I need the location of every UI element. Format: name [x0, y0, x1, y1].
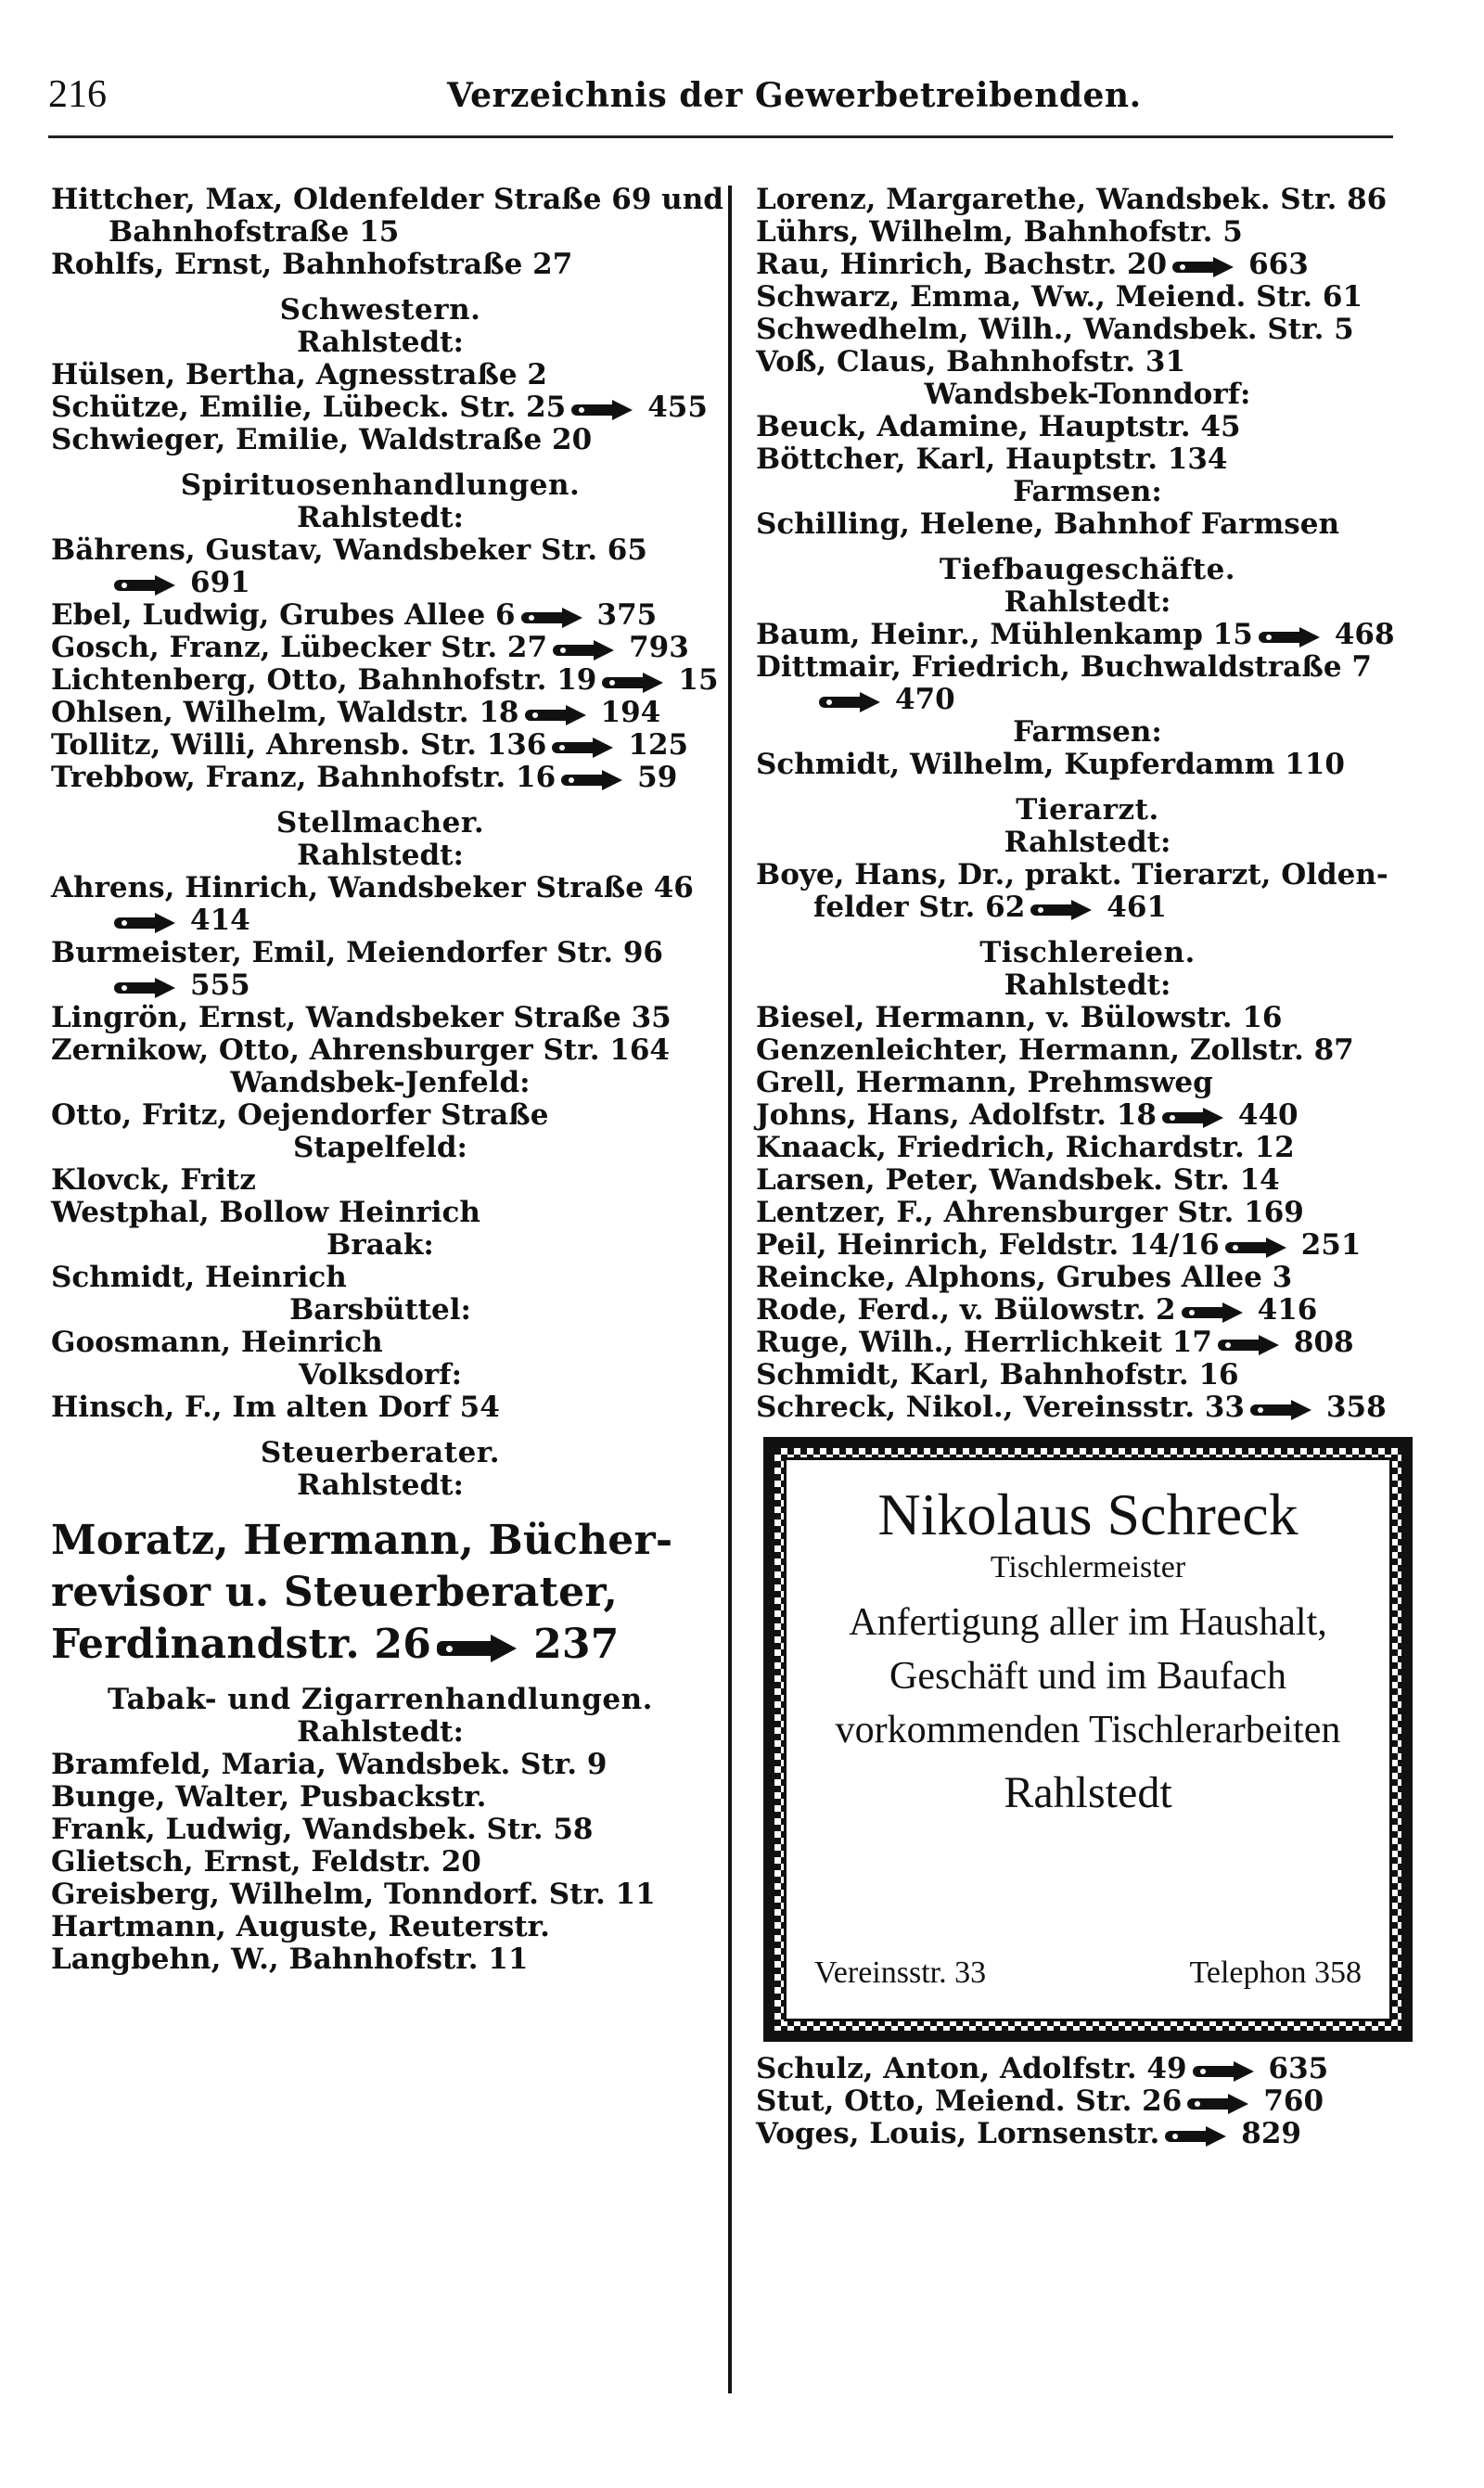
directory-entry — [756, 508, 1419, 541]
telephone-icon — [553, 639, 621, 660]
directory-entry — [756, 443, 1419, 476]
entry-text: revisor u. Steuerberater, — [51, 1569, 619, 1616]
section-heading — [51, 294, 710, 327]
directory-entry — [756, 314, 1419, 346]
directory-entry — [51, 697, 710, 729]
telephone-icon — [1218, 1334, 1286, 1354]
directory-entry — [756, 1164, 1419, 1197]
directory-entry — [51, 1002, 710, 1034]
directory-entry — [756, 684, 1419, 716]
location-heading — [756, 378, 1419, 411]
featured-entry — [51, 1515, 710, 1567]
entry-text: Rahlstedt: — [297, 1468, 464, 1502]
entry-text: Schwieger, Emilie, Waldstraße 20 — [51, 423, 593, 456]
directory-entry — [756, 1132, 1419, 1164]
telephone-icon — [525, 704, 594, 725]
directory-entry — [756, 281, 1419, 314]
location-heading — [51, 1359, 710, 1391]
telephone-icon — [1182, 1302, 1250, 1322]
ad-footer — [814, 1956, 1362, 1991]
directory-entry — [756, 2118, 1419, 2150]
location-heading — [51, 1716, 710, 1749]
location-heading — [756, 476, 1419, 508]
directory-entry — [756, 1197, 1419, 1229]
location-heading — [51, 502, 710, 534]
entry-text: Trebbow, Franz, Bahnhofstr. 16 — [51, 761, 556, 794]
directory-entry — [756, 1262, 1419, 1294]
phone-number: 375 — [596, 598, 658, 632]
phone-number: 468 — [1334, 618, 1395, 651]
entry-text: Rahlstedt: — [297, 326, 464, 359]
entry-text: Tischlereien. — [979, 936, 1196, 969]
telephone-icon — [1172, 256, 1241, 276]
directory-entry — [51, 1327, 710, 1359]
directory-entry — [756, 184, 1419, 216]
location-heading — [51, 327, 710, 359]
entry-text: Zernikow, Otto, Ahrensburger Str. 164 — [51, 1033, 670, 1067]
directory-entry — [51, 567, 710, 599]
entry-text: Barsbüttel: — [289, 1293, 471, 1327]
entry-text: Lorenz, Margarethe, Wandsbek. Str. 86 — [756, 183, 1388, 216]
phone-number: 555 — [190, 968, 250, 1002]
telephone-icon — [114, 912, 183, 932]
phone-number: 691 — [190, 566, 250, 599]
entry-text: Ahrens, Hinrich, Wandsbeker Straße 46 — [51, 871, 694, 904]
entry-text: Glietsch, Ernst, Feldstr. 20 — [51, 1845, 481, 1879]
entry-text: Steuerberater. — [260, 1436, 501, 1469]
ad-body — [784, 1457, 1392, 2021]
phone-number: 59 — [637, 761, 678, 794]
location-heading — [51, 840, 710, 872]
directory-entry — [51, 872, 710, 904]
entry-text: Rau, Hinrich, Bachstr. 20 — [756, 248, 1168, 281]
ad-place: Rahlstedt — [1004, 1768, 1172, 1817]
directory-entry — [51, 216, 710, 249]
telephone-icon — [602, 672, 671, 692]
advertisement-box — [763, 1437, 1413, 2042]
entry-text: Tiefbaugeschäfte. — [939, 553, 1236, 586]
entry-text: Otto, Fritz, Oejendorfer Straße — [51, 1098, 549, 1132]
entry-text: Schilling, Helene, Bahnhof Farmsen — [756, 507, 1340, 541]
ad-title: Tischlermeister — [990, 1550, 1186, 1584]
directory-entry — [51, 632, 710, 664]
entry-text: Langbehn, W., Bahnhofstr. 11 — [51, 1943, 529, 1976]
ad-description: Anfertigung aller im Haushalt, Geschäft und im Baufach vorkommenden Tischlerarbeiten — [835, 1601, 1341, 1751]
directory-entry — [51, 937, 710, 969]
entry-text: Voß, Claus, Bahnhofstr. 31 — [756, 345, 1186, 378]
entry-text: Voges, Louis, Lornsenstr. — [756, 2117, 1160, 2150]
phone-number: 15 — [678, 663, 719, 697]
entry-text: Burmeister, Emil, Meiendorfer Str. 96 — [51, 936, 663, 969]
entry-text: Rahlstedt: — [297, 839, 464, 872]
directory-entry — [51, 1781, 710, 1814]
phone-number: 416 — [1257, 1293, 1318, 1327]
entry-text: Genzenleichter, Hermann, Zollstr. 87 — [756, 1033, 1354, 1067]
entry-text: Johns, Hans, Adolfstr. 18 — [756, 1098, 1157, 1132]
running-title: Verzeichnis der Gewerbetreibenden. — [447, 76, 1142, 115]
entry-text: Rohlfs, Ernst, Bahnhofstraße 27 — [51, 248, 573, 281]
entry-text: Tierarzt. — [1016, 793, 1159, 827]
directory-entry — [51, 1879, 710, 1911]
right-column — [756, 184, 1419, 2150]
section-heading — [51, 807, 710, 840]
entry-text: Böttcher, Karl, Hauptstr. 134 — [756, 442, 1228, 476]
telephone-icon — [1187, 2093, 1256, 2113]
telephone-icon — [114, 977, 183, 997]
entry-text: Hülsen, Bertha, Agnesstraße 2 — [51, 358, 547, 391]
entry-text: Lichtenberg, Otto, Bahnhofstr. 19 — [51, 663, 597, 697]
telephone-icon — [1250, 1399, 1319, 1419]
location-heading — [756, 969, 1419, 1002]
entry-text: Schwedhelm, Wilh., Wandsbek. Str. 5 — [756, 313, 1354, 346]
telephone-icon — [552, 737, 620, 757]
directory-entry — [51, 1814, 710, 1846]
entry-text: Greisberg, Wilhelm, Tonndorf. Str. 11 — [51, 1878, 656, 1911]
directory-entry — [51, 183, 723, 216]
directory-entry — [51, 424, 710, 456]
left-column — [51, 183, 723, 1976]
telephone-icon — [571, 399, 640, 419]
entry-text: Farmsen: — [1013, 715, 1162, 749]
location-heading — [756, 586, 1419, 619]
entry-text: Schwarz, Emma, Ww., Meiend. Str. 61 — [756, 280, 1363, 314]
location-heading — [51, 1067, 710, 1099]
entry-text: Braak: — [326, 1228, 434, 1262]
entry-text: Gosch, Franz, Lübecker Str. 27 — [51, 631, 548, 664]
directory-entry — [756, 411, 1419, 443]
entry-text: Lingrön, Ernst, Wandsbeker Straße 35 — [51, 1001, 672, 1034]
entry-text: Hinsch, F., Im alten Dorf 54 — [51, 1391, 500, 1424]
directory-entry — [51, 391, 710, 424]
ad-telephone: Telephon 358 — [1189, 1956, 1362, 1990]
entry-text: Moratz, Hermann, Bücher- — [51, 1517, 673, 1564]
directory-entry — [51, 663, 719, 697]
phone-number: 760 — [1263, 2084, 1324, 2118]
phone-number: 829 — [1241, 2117, 1301, 2150]
location-heading — [51, 1132, 710, 1164]
entry-text: Schulz, Anton, Adolfstr. 49 — [756, 2052, 1187, 2085]
entry-text: Rahlstedt: — [1004, 826, 1171, 859]
featured-entry — [51, 1619, 710, 1671]
directory-entry — [51, 599, 710, 632]
column-divider — [728, 186, 732, 2393]
directory-entry — [756, 1359, 1419, 1391]
directory-entry — [756, 749, 1419, 781]
section-heading — [756, 554, 1419, 586]
directory-entry — [756, 1034, 1419, 1067]
entry-text: Rahlstedt: — [1004, 585, 1171, 619]
telephone-icon — [521, 607, 590, 627]
directory-entry — [51, 1391, 710, 1424]
directory-entry — [51, 904, 710, 937]
phone-number: 440 — [1237, 1098, 1298, 1132]
telephone-icon — [1225, 1237, 1294, 1257]
section-heading — [756, 937, 1419, 969]
entry-text: felder Str. 62 — [813, 891, 1026, 924]
telephone-icon — [561, 769, 630, 789]
header-rule — [48, 135, 1393, 138]
directory-entry — [756, 651, 1419, 684]
location-heading — [51, 1294, 710, 1327]
entry-text: Wandsbek-Tonndorf: — [924, 378, 1251, 411]
entry-text: Boye, Hans, Dr., prakt. Tierarzt, Olden- — [756, 858, 1388, 891]
phone-number: 635 — [1268, 2052, 1329, 2085]
directory-entry — [51, 249, 710, 281]
entry-text: Tabak- und Zigarrenhandlungen. — [108, 1683, 653, 1716]
entry-text: Bahnhofstraße 15 — [109, 215, 400, 249]
entry-text: Knaack, Friedrich, Richardstr. 12 — [756, 1131, 1295, 1164]
entry-text: Spirituosenhandlungen. — [180, 468, 581, 502]
entry-text: Peil, Heinrich, Feldstr. 14/16 — [756, 1228, 1220, 1262]
location-heading — [756, 716, 1419, 749]
phone-number: 455 — [647, 391, 708, 424]
entry-text: Baum, Heinr., Mühlenkamp 15 — [756, 618, 1253, 651]
entry-text: Rahlstedt: — [297, 501, 464, 534]
telephone-icon — [819, 691, 888, 712]
directory-entry — [756, 619, 1419, 651]
telephone-icon — [437, 1634, 526, 1661]
entry-text: Dittmair, Friedrich, Buchwaldstraße 7 — [756, 650, 1372, 684]
entry-text: Schütze, Emilie, Lübeck. Str. 25 — [51, 391, 567, 424]
section-heading — [756, 794, 1419, 827]
entry-text: Ebel, Ludwig, Grubes Allee 6 — [51, 598, 516, 632]
directory-entry — [51, 359, 710, 391]
directory-entry — [51, 969, 710, 1002]
directory-entry — [51, 1846, 710, 1879]
phone-number: 194 — [600, 696, 661, 729]
ad-name: Nikolaus Schreck — [877, 1481, 1298, 1547]
location-heading — [756, 827, 1419, 859]
right-column-top-entries — [756, 184, 1419, 1424]
phone-number: 461 — [1107, 891, 1167, 924]
directory-entry — [51, 1262, 710, 1294]
entry-text: Hartmann, Auguste, Reuterstr. — [51, 1910, 550, 1943]
directory-entry — [756, 216, 1419, 249]
phone-number: 251 — [1300, 1228, 1362, 1262]
directory-entry — [756, 2053, 1419, 2085]
entry-text: Stut, Otto, Meiend. Str. 26 — [756, 2084, 1183, 2118]
directory-entry — [756, 2085, 1419, 2118]
directory-entry — [51, 1099, 710, 1132]
directory-entry — [756, 1002, 1419, 1034]
entry-text: Lührs, Wilhelm, Bahnhofstr. 5 — [756, 215, 1243, 249]
entry-text: Schmidt, Karl, Bahnhofstr. 16 — [756, 1358, 1239, 1391]
entry-text: Goosmann, Heinrich — [51, 1326, 383, 1359]
directory-entry — [756, 1067, 1419, 1099]
section-heading — [51, 1437, 710, 1469]
entry-text: Bährens, Gustav, Wandsbeker Str. 65 — [51, 533, 647, 567]
entry-text: Schmidt, Heinrich — [51, 1261, 347, 1294]
directory-entry — [756, 859, 1419, 891]
telephone-icon — [1030, 899, 1099, 919]
directory-entry — [756, 1327, 1419, 1359]
entry-text: Bunge, Walter, Pusbackstr. — [51, 1780, 487, 1814]
entry-text: Reincke, Alphons, Grubes Allee 3 — [756, 1261, 1293, 1294]
directory-entry — [51, 1911, 710, 1943]
telephone-icon — [1193, 2060, 1261, 2081]
featured-entry — [51, 1567, 710, 1619]
directory-entry — [51, 762, 710, 794]
right-column-bottom-entries — [756, 2053, 1419, 2150]
entry-text: Volksdorf: — [298, 1358, 463, 1391]
entry-text: Klovck, Fritz — [51, 1163, 256, 1197]
entry-text: Hittcher, Max, Oldenfelder Straße 69 und — [51, 183, 723, 216]
entry-text: Frank, Ludwig, Wandsbek. Str. 58 — [51, 1813, 594, 1846]
directory-entry — [51, 1197, 710, 1229]
location-heading — [51, 1229, 710, 1262]
phone-number: 125 — [628, 728, 689, 762]
phone-number: 358 — [1325, 1391, 1387, 1424]
directory-entry — [756, 346, 1419, 378]
entry-text: Farmsen: — [1013, 475, 1162, 508]
directory-entry — [51, 729, 710, 762]
phone-number: 237 — [533, 1621, 620, 1668]
ad-address: Vereinsstr. 33 — [814, 1956, 987, 1990]
entry-text: Lentzer, F., Ahrensburger Str. 169 — [756, 1196, 1304, 1229]
entry-text: Schmidt, Wilhelm, Kupferdamm 110 — [756, 748, 1345, 781]
directory-entry — [756, 1294, 1419, 1327]
entry-text: Rahlstedt: — [1004, 968, 1171, 1002]
phone-number: 414 — [190, 904, 250, 937]
entry-text: Beuck, Adamine, Hauptstr. 45 — [756, 410, 1241, 443]
entry-text: Schwestern. — [279, 293, 481, 327]
section-heading — [51, 1684, 710, 1716]
telephone-icon — [1165, 2125, 1234, 2146]
entry-text: Stapelfeld: — [293, 1131, 467, 1164]
entry-text: Ruge, Wilh., Herrlichkeit 17 — [756, 1326, 1212, 1359]
directory-entry — [51, 1749, 710, 1781]
entry-text: Grell, Hermann, Prehmsweg — [756, 1066, 1213, 1099]
entry-text: Rahlstedt: — [297, 1715, 464, 1749]
directory-entry — [756, 1099, 1419, 1132]
directory-entry — [51, 1034, 710, 1067]
phone-number: 793 — [629, 631, 689, 664]
page-number: 216 — [48, 73, 107, 116]
telephone-icon — [114, 574, 183, 595]
telephone-icon — [1162, 1107, 1231, 1127]
directory-entry — [756, 891, 1419, 924]
entry-text: Schreck, Nikol., Vereinsstr. 33 — [756, 1391, 1245, 1424]
entry-text: Westphal, Bollow Heinrich — [51, 1196, 480, 1229]
location-heading — [51, 1469, 710, 1502]
entry-text: Ferdinandstr. 26 — [51, 1621, 432, 1668]
directory-entry — [51, 1943, 710, 1976]
entry-text: Tollitz, Willi, Ahrensb. Str. 136 — [51, 728, 547, 762]
directory-entry — [756, 249, 1419, 281]
page-header — [48, 72, 1393, 128]
directory-entry — [51, 1164, 710, 1197]
phone-number: 470 — [895, 683, 955, 716]
entry-text: Ohlsen, Wilhelm, Waldstr. 18 — [51, 696, 519, 729]
directory-entry — [756, 1391, 1419, 1424]
phone-number: 808 — [1293, 1326, 1354, 1359]
directory-entry — [756, 1229, 1419, 1262]
entry-text: Wandsbek-Jenfeld: — [230, 1066, 531, 1099]
entry-text: Rode, Ferd., v. Bülowstr. 2 — [756, 1293, 1176, 1327]
entry-text: Stellmacher. — [275, 806, 485, 840]
entry-text: Biesel, Hermann, v. Bülowstr. 16 — [756, 1001, 1283, 1034]
entry-text: Bramfeld, Maria, Wandsbek. Str. 9 — [51, 1748, 608, 1781]
directory-entry — [51, 534, 710, 567]
telephone-icon — [1259, 626, 1327, 647]
entry-text: Larsen, Peter, Wandsbek. Str. 14 — [756, 1163, 1280, 1197]
phone-number: 663 — [1248, 248, 1309, 281]
section-heading — [51, 469, 710, 502]
